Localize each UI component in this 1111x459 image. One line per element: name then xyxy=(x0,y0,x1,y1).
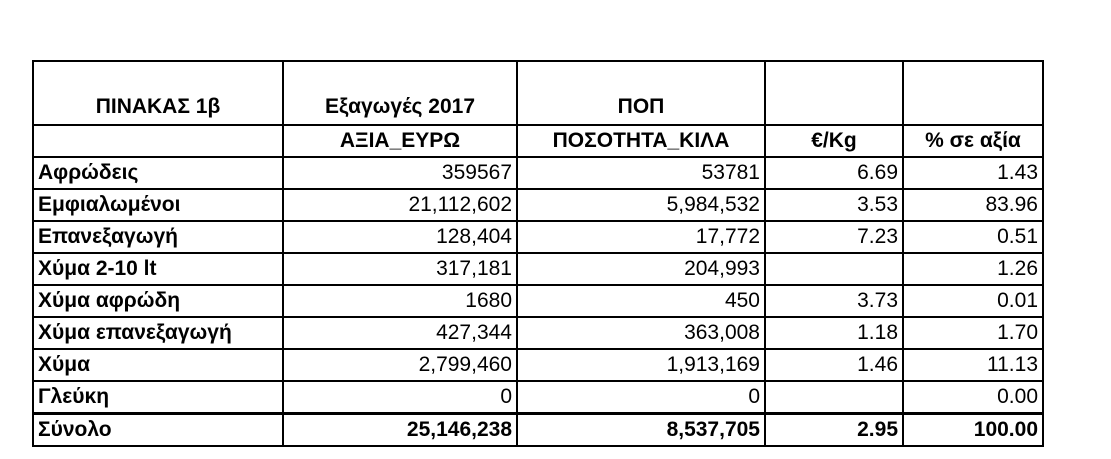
price-cell: 3.53 xyxy=(765,189,903,221)
share-cell: 0.01 xyxy=(903,285,1043,317)
column-header-quantity: ΠΟΣΟΤΗΤΑ_ΚΙΛΑ xyxy=(517,125,765,157)
row-label: Εμφιαλωμένοι xyxy=(33,189,283,221)
empty-title-cell xyxy=(903,61,1043,125)
value-cell: 2,799,460 xyxy=(283,349,517,381)
value-cell: 1680 xyxy=(283,285,517,317)
row-label: Γλεύκη xyxy=(33,381,283,414)
row-label: Χύμα xyxy=(33,349,283,381)
row-label: Χύμα 2-10 lt xyxy=(33,253,283,285)
table-title-cell: ΠΙΝΑΚΑΣ 1β xyxy=(33,61,283,125)
share-cell: 1.43 xyxy=(903,157,1043,189)
price-cell xyxy=(765,381,903,414)
total-label: Σύνολο xyxy=(33,414,283,447)
quantity-cell: 1,913,169 xyxy=(517,349,765,381)
row-label: Χύμα επανεξαγωγή xyxy=(33,317,283,349)
table-row xyxy=(33,381,1043,414)
total-quantity-cell: 8,537,705 xyxy=(517,414,765,447)
column-header-value: ΑΞΙΑ_ΕΥΡΩ xyxy=(283,125,517,157)
value-cell: 21,112,602 xyxy=(283,189,517,221)
table-row xyxy=(33,221,1043,253)
share-cell: 0.00 xyxy=(903,381,1043,414)
value-cell: 128,404 xyxy=(283,221,517,253)
quantity-cell: 363,008 xyxy=(517,317,765,349)
total-value-cell: 25,146,238 xyxy=(283,414,517,447)
quantity-cell: 450 xyxy=(517,285,765,317)
quantity-cell: 204,993 xyxy=(517,253,765,285)
table-row xyxy=(33,189,1043,221)
price-cell: 7.23 xyxy=(765,221,903,253)
price-cell: 1.46 xyxy=(765,349,903,381)
column-header-share: % σε αξία xyxy=(903,125,1043,157)
price-cell: 3.73 xyxy=(765,285,903,317)
table-row xyxy=(33,317,1043,349)
share-cell: 0.51 xyxy=(903,221,1043,253)
row-label: Επανεξαγωγή xyxy=(33,221,283,253)
total-price-cell: 2.95 xyxy=(765,414,903,447)
price-cell: 6.69 xyxy=(765,157,903,189)
price-cell: 1.18 xyxy=(765,317,903,349)
share-cell: 1.70 xyxy=(903,317,1043,349)
exports-year-cell: Εξαγωγές 2017 xyxy=(283,61,517,125)
price-cell xyxy=(765,253,903,285)
pdo-group-cell: ΠΟΠ xyxy=(517,61,765,125)
value-cell: 317,181 xyxy=(283,253,517,285)
column-header-price: €/Kg xyxy=(765,125,903,157)
empty-title-cell xyxy=(765,61,903,125)
column-header-row xyxy=(33,125,1043,157)
total-share-cell: 100.00 xyxy=(903,414,1043,447)
quantity-cell: 53781 xyxy=(517,157,765,189)
share-cell: 83.96 xyxy=(903,189,1043,221)
table-row xyxy=(33,285,1043,317)
quantity-cell: 5,984,532 xyxy=(517,189,765,221)
table-title-row xyxy=(33,61,1043,125)
quantity-cell: 17,772 xyxy=(517,221,765,253)
value-cell: 0 xyxy=(283,381,517,414)
value-cell: 427,344 xyxy=(283,317,517,349)
value-cell: 359567 xyxy=(283,157,517,189)
table-row xyxy=(33,349,1043,381)
row-label: Χύμα αφρώδη xyxy=(33,285,283,317)
total-row xyxy=(33,414,1043,447)
exports-table xyxy=(32,60,1044,447)
column-header-label xyxy=(33,125,283,157)
row-label: Αφρώδεις xyxy=(33,157,283,189)
table-row xyxy=(33,253,1043,285)
table-row xyxy=(33,157,1043,189)
quantity-cell: 0 xyxy=(517,381,765,414)
share-cell: 1.26 xyxy=(903,253,1043,285)
share-cell: 11.13 xyxy=(903,349,1043,381)
